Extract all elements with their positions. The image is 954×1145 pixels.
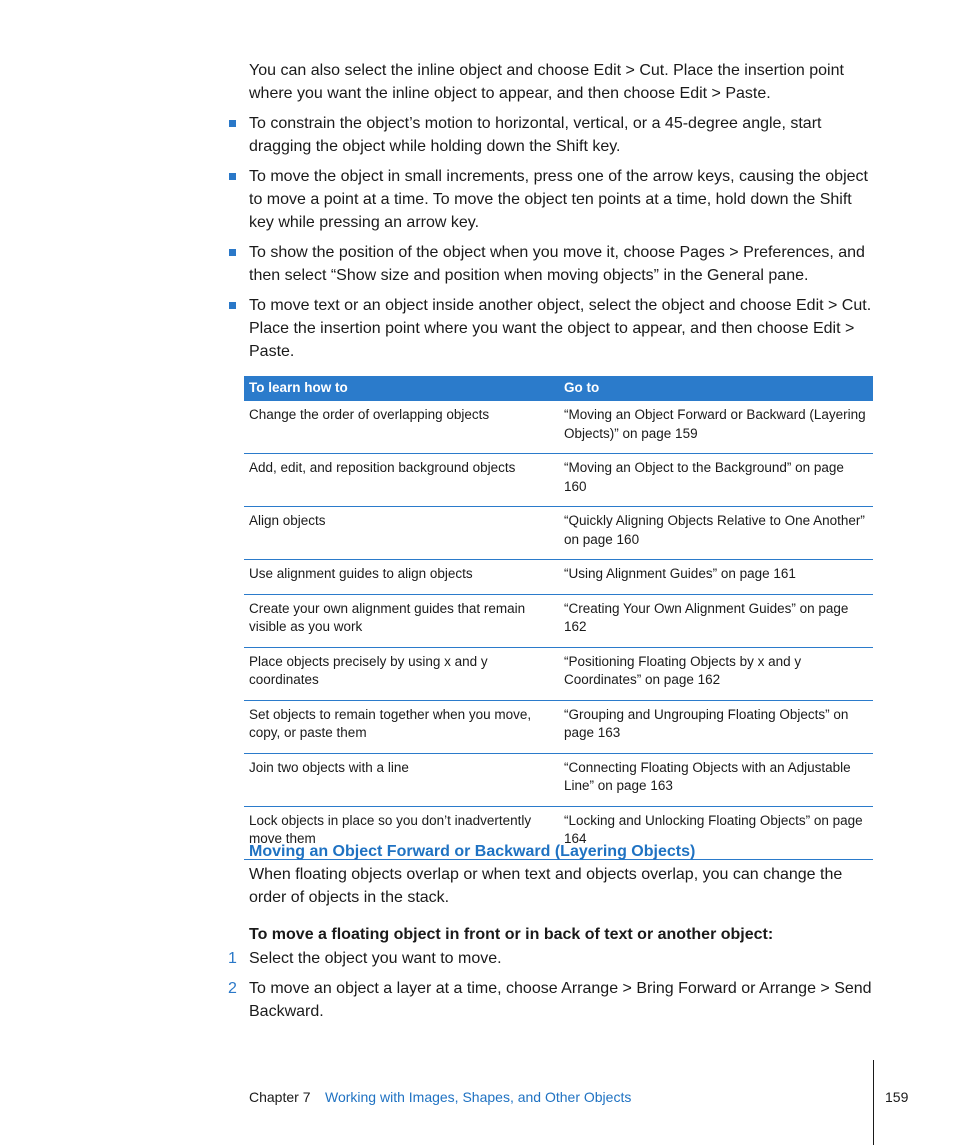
bullet-text: To move the object in small increments, press one of the arrow keys, causing the object to move a point at a time. To move the object ten points at a time, hold down the Shift key while pressing an arrow key. (249, 168, 868, 231)
table-cell-link[interactable]: “Grouping and Ungrouping Floating Objects” on page 163 (559, 700, 873, 753)
bullet-item (249, 165, 873, 234)
step-item (228, 977, 873, 1023)
section-body: When floating objects overlap or when text and objects overlap, you can change the order of objects in the stack. (249, 866, 843, 906)
table-cell-link[interactable]: “Moving an Object Forward or Backward (Layering Objects)” on page 159 (559, 401, 873, 454)
bullet-square-icon (229, 249, 236, 256)
table-cell-topic: Place objects precisely by using x and y coordinates (244, 647, 559, 700)
bullet-text: To move text or an object inside another object, select the object and choose Edit > Cut. Place the insertion point where you want the object to appear, and then choose Edit > Paste. (249, 297, 872, 360)
table-cell-link[interactable]: “Locking and Unlocking Floating Objects” on page 164 (559, 806, 873, 859)
bullet-square-icon (229, 302, 236, 309)
step-number: 1 (228, 950, 237, 967)
table-cell-link[interactable]: “Positioning Floating Objects by x and y Coordinates” on page 162 (559, 647, 873, 700)
table-cell-topic: Use alignment guides to align objects (244, 560, 559, 595)
step-item (228, 947, 873, 970)
table-cell-topic: Join two objects with a line (244, 753, 559, 806)
table-row (244, 647, 873, 700)
table-row (244, 454, 873, 507)
reference-table (244, 376, 873, 860)
table-cell-link[interactable]: “Using Alignment Guides” on page 161 (559, 560, 873, 595)
table-cell-topic: Add, edit, and reposition background objects (244, 454, 559, 507)
footer-chapter-title[interactable]: Working with Images, Shapes, and Other Objects (325, 1089, 632, 1105)
bullet-item (249, 241, 873, 287)
bullet-square-icon (229, 120, 236, 127)
footer-divider (873, 1060, 874, 1145)
table-cell-topic: Align objects (244, 507, 559, 560)
table-row (244, 560, 873, 595)
table-cell-topic: Change the order of overlapping objects (244, 401, 559, 454)
table-row (244, 401, 873, 454)
bullet-item (249, 294, 873, 363)
table-cell-topic: Create your own alignment guides that remain visible as you work (244, 594, 559, 647)
task-heading: To move a floating object in front or in back of text or another object: (249, 926, 774, 943)
step-text: Select the object you want to move. (249, 950, 502, 967)
table-row (244, 700, 873, 753)
table-cell-link[interactable]: “Quickly Aligning Objects Relative to One Another” on page 160 (559, 507, 873, 560)
table-cell-link[interactable]: “Creating Your Own Alignment Guides” on page 162 (559, 594, 873, 647)
table-cell-topic: Lock objects in place so you don’t inadvertently move them (244, 806, 559, 859)
step-number: 2 (228, 980, 237, 997)
column-header-goto: Go to (559, 376, 873, 401)
footer-chapter: Chapter 7 (249, 1089, 311, 1105)
bullet-item (249, 112, 873, 158)
table-row (244, 753, 873, 806)
bullet-text: To constrain the object’s motion to horizontal, vertical, or a 45-degree angle, start dragging the object while holding down the Shift key. (249, 115, 822, 155)
table-row (244, 507, 873, 560)
bullet-square-icon (229, 173, 236, 180)
table-cell-link[interactable]: “Connecting Floating Objects with an Adjustable Line” on page 163 (559, 753, 873, 806)
column-header-learn: To learn how to (244, 376, 559, 401)
table-row (244, 594, 873, 647)
table-header-row (244, 376, 873, 401)
table-cell-topic: Set objects to remain together when you move, copy, or paste them (244, 700, 559, 753)
page-number: 159 (885, 1089, 909, 1105)
table-cell-link[interactable]: “Moving an Object to the Background” on page 160 (559, 454, 873, 507)
bullet-text: To show the position of the object when you move it, choose Pages > Preferences, and then select “Show size and position when moving objects” in the General pane. (249, 244, 865, 284)
section-heading: Moving an Object Forward or Backward (Layering Objects) (249, 843, 696, 860)
step-text: To move an object a layer at a time, choose Arrange > Bring Forward or Arrange > Send Backward. (249, 980, 872, 1020)
intro-paragraph: You can also select the inline object and choose Edit > Cut. Place the insertion point where you want the inline object to appear, and then choose Edit > Paste. (249, 62, 844, 102)
